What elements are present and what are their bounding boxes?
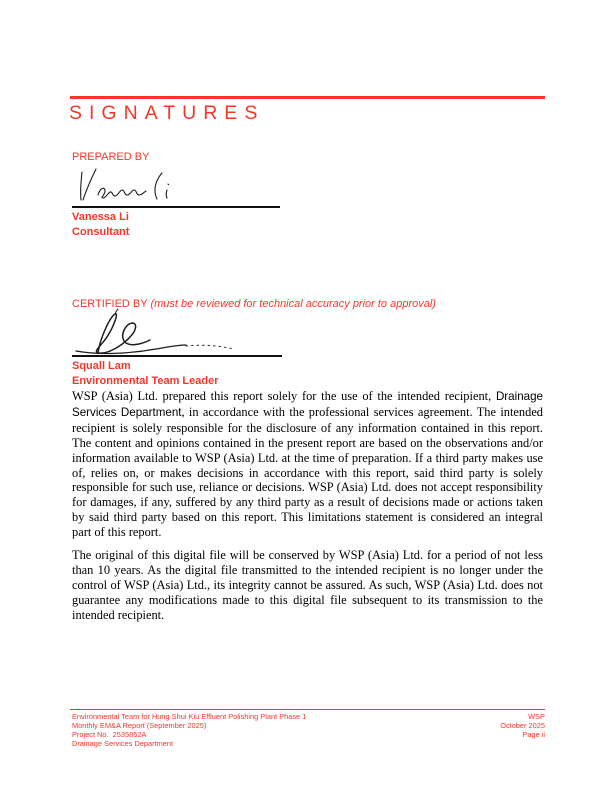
certifier-signature-line: [72, 355, 282, 357]
disclaimer-paragraph-2: The original of this digital file will be conserved by WSP (Asia) Ltd. for a period of not less than 10 years. As the digital file transmitted to the intended recipient is no longer under the control of WSP (Asia) Ltd., its integrity cannot be assured. As such, WSP (Asia) Ltd. does not guarantee any modifications made to this digital file subsequent to its transmission to the intended recipient.: [72, 548, 543, 622]
disclaimer-p1-after: , in accordance with the professional services agreement. The intended recipient is solely responsible for the disclosure of any information contained in this report. The content and opinions contained in the present report are based on the observations and/or information available to WSP (Asia) Ltd. at the time of preparation. If a third party makes use of, relies on, or makes decisions in accordance with this report, said third party is solely responsible for such use, reliance or decisions. WSP (Asia) Ltd. does not accept responsibility for damages, if any, suffered by any third party as a result of decisions made or actions taken by said third party based on this report. This limitations statement is considered an integral part of this report.: [72, 404, 544, 540]
certifier-signature-icon: [68, 308, 278, 356]
footer-report-line: Monthly EM&A Report (September 2025): [72, 720, 207, 730]
footer-right-block: [500, 713, 545, 740]
footer-department: Drainage Services Department: [72, 738, 174, 748]
footer-company: WSP: [528, 712, 545, 721]
footer-page-number: Page ii: [522, 729, 545, 739]
disclaimer-text: [72, 389, 543, 631]
prepared-by-label: PREPARED BY: [72, 151, 150, 163]
footer-left-block: [72, 713, 306, 749]
footer-team-line: Environmental Team for Hung Shui Kiu Effluent Polishing Plant Phase 1: [72, 712, 307, 721]
certified-by-note: (must be reviewed for technical accuracy prior to approval): [150, 298, 436, 310]
prepared-signature-icon: [72, 165, 212, 207]
footer-rule: [70, 709, 545, 710]
footer-project-number: Project No. 2535852A: [72, 729, 147, 739]
title-rule: [70, 96, 545, 99]
disclaimer-p1-before: WSP (Asia) Ltd. prepared this report solely for the use of the intended recipient,: [72, 389, 496, 403]
page-title: SIGNATURES: [69, 102, 265, 124]
footer-date: October 2025: [500, 720, 545, 730]
preparer-name: Vanessa Li: [72, 211, 129, 223]
certifier-role: Environmental Team Leader: [72, 375, 219, 387]
disclaimer-recipient: Drainage Services Department: [72, 390, 543, 419]
certifier-name: Squall Lam: [72, 360, 131, 372]
disclaimer-paragraph-1: [72, 389, 543, 540]
certified-by-text: CERTIFIED BY: [72, 298, 151, 310]
prepared-signature-line: [72, 206, 280, 208]
preparer-role: Consultant: [72, 226, 130, 238]
